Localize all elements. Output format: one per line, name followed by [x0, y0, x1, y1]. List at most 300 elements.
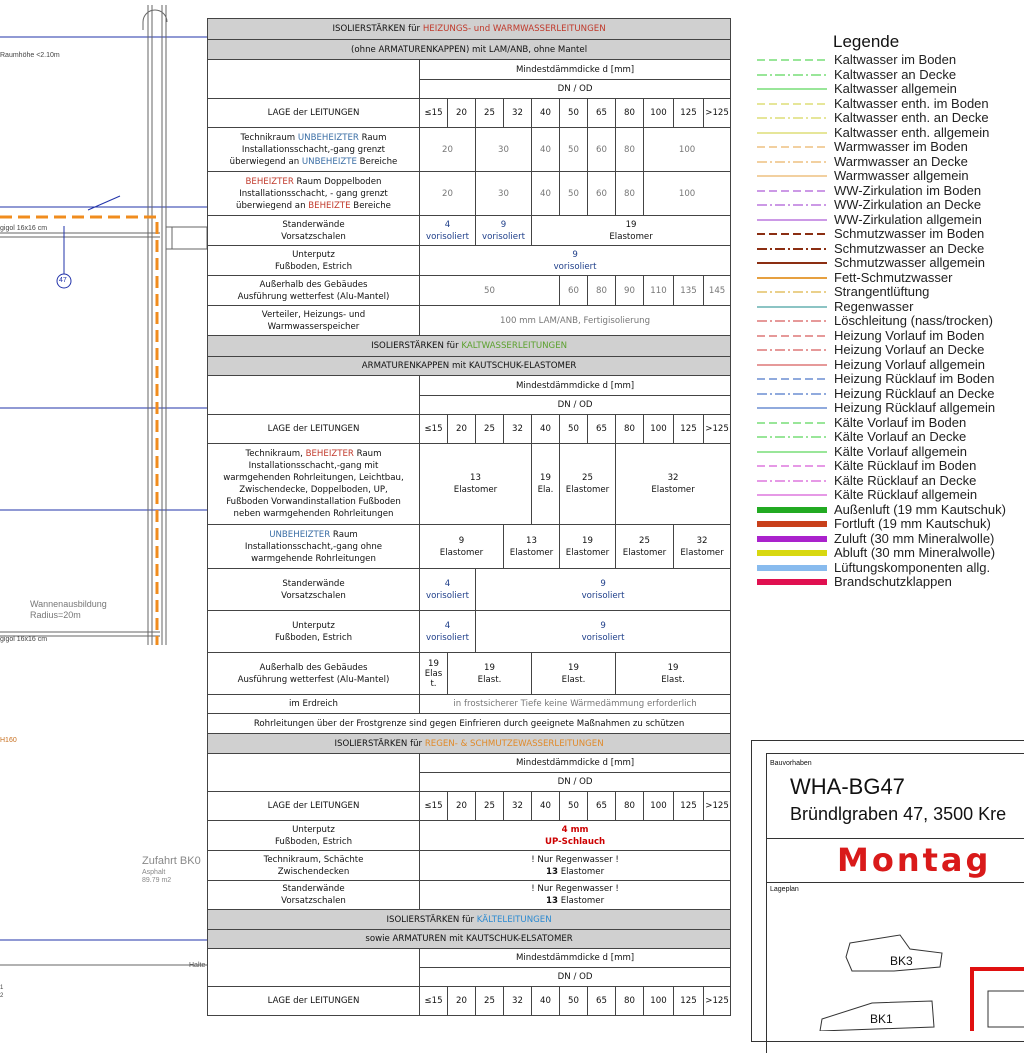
- value-num: 4: [444, 578, 451, 589]
- value-text: vorisoliert: [581, 632, 625, 643]
- kalt-dn-cell: 25: [476, 415, 504, 444]
- value-num: 13: [526, 535, 537, 546]
- heiz-dn-cell: 50: [560, 99, 588, 128]
- legend-item: [757, 53, 1024, 68]
- legend-item: [757, 140, 1024, 155]
- legend-item: [757, 97, 1024, 112]
- legend-item-label: Heizung Vorlauf im Boden: [834, 327, 985, 343]
- kaelte-dn-cell: 50: [560, 987, 588, 1016]
- value-text: vorisoliert: [482, 231, 525, 242]
- kalt-dn-row: [208, 415, 731, 444]
- legend: [757, 32, 1024, 590]
- heiz-dn-label: DN / OD: [420, 80, 731, 99]
- kalt-row-unbeheizt: [208, 525, 731, 569]
- value-cell: 20: [420, 172, 476, 216]
- value-cell: 110: [644, 276, 674, 306]
- insulation-tables: [207, 18, 730, 1016]
- label-highlight: UNBEHEIZTE: [301, 156, 357, 167]
- heiz-dn-cell: 125: [674, 99, 704, 128]
- value-text: Elastomer: [509, 547, 554, 558]
- value-cell: 60: [588, 128, 616, 172]
- value-num: 4: [444, 219, 451, 230]
- legend-line-sample: [757, 287, 827, 297]
- value-text: Elast.: [561, 674, 586, 685]
- legend-item-label: Kälte Vorlauf allgemein: [834, 443, 967, 459]
- value-cell: 30: [476, 128, 532, 172]
- value-cell: 80: [588, 276, 616, 306]
- legend-item-label: WW-Zirkulation im Boden: [834, 182, 982, 198]
- value-text: Elastomer: [439, 547, 484, 558]
- label-part: Ausführung wetterfest (Alu-Mantel): [237, 291, 390, 302]
- regen-dn-cell: 20: [448, 792, 476, 821]
- legend-item-label: Löschleitung (nass/trocken): [834, 313, 993, 329]
- kaelte-title-row: [208, 910, 731, 930]
- value-text: Elastomer: [453, 485, 498, 495]
- legend-item: [757, 300, 1024, 315]
- legend-item: [757, 271, 1024, 286]
- legend-line-sample: [757, 70, 827, 80]
- heiz-dn-cell: 40: [532, 99, 560, 128]
- legend-line-sample: [757, 534, 827, 544]
- legend-line-sample: [757, 505, 827, 515]
- plan-label-halte: Halte: [189, 962, 206, 969]
- legend-item: [757, 343, 1024, 358]
- value-cell: 135: [674, 276, 704, 306]
- legend-item-label: Kaltwasser im Boden: [834, 52, 957, 68]
- label-part: Raum Doppelboden: [293, 176, 382, 187]
- legend-line-sample: [757, 99, 827, 109]
- label-part: Standerwände: [282, 578, 345, 589]
- legend-item-label: WW-Zirkulation allgemein: [834, 211, 982, 227]
- value-cell: 145: [704, 276, 731, 306]
- label-part: Fußboden, Estrich: [274, 632, 353, 643]
- kaelte-dn-cell: 80: [616, 987, 644, 1016]
- regen-dn-row: [208, 792, 731, 821]
- site-label-bk3: BK3: [890, 954, 913, 968]
- legend-item-label: Zuluft (30 mm Mineralwolle): [834, 530, 995, 546]
- label-part: Technikraum: [240, 132, 298, 143]
- value-num: 19: [625, 219, 637, 230]
- legend-line-sample: [757, 432, 827, 442]
- label-part: Installationsschacht, - gang grenzt: [239, 188, 388, 199]
- kaelte-title-highlight: KÄLTELEITUNGEN: [476, 914, 552, 925]
- legend-line-sample: [757, 345, 827, 355]
- label-part: Zwischendecken: [277, 866, 350, 877]
- legend-line-sample: [757, 128, 827, 138]
- heiz-dn-cell: 100: [644, 99, 674, 128]
- label-part: im Erdreich: [208, 695, 420, 714]
- legend-item: [757, 68, 1024, 83]
- plan-label-small-1: 1: [0, 985, 4, 991]
- label-part: Standerwände: [282, 219, 345, 230]
- value-text: Elast.: [477, 674, 502, 685]
- value-text: Elastomer: [557, 866, 605, 877]
- legend-line-sample: [757, 113, 827, 123]
- legend-item: [757, 227, 1024, 242]
- legend-item-label: Heizung Rücklauf allgemein: [834, 400, 996, 416]
- kalt-dn-cell: 80: [616, 415, 644, 444]
- legend-line-sample: [757, 548, 827, 558]
- value-text: Elastomer: [565, 547, 610, 558]
- value-text: vorisoliert: [426, 590, 469, 601]
- heiz-title-highlight: HEIZUNGS- und WARMWASSERLEITUNGEN: [422, 24, 606, 34]
- legend-item-label: Kaltwasser enth. an Decke: [834, 110, 989, 126]
- value-num: 25: [582, 473, 593, 483]
- regen-dn-cell: ≤15: [420, 792, 448, 821]
- value-num: 13: [546, 896, 558, 906]
- regen-dn-cell: >125: [704, 792, 731, 821]
- legend-item: [757, 242, 1024, 257]
- legend-line-sample: [757, 563, 827, 573]
- label-part: Ausführung wetterfest (Alu-Mantel): [237, 674, 390, 685]
- legend-item-label: Außenluft (19 mm Kautschuk): [834, 501, 1006, 517]
- label-part: Unterputz: [292, 620, 335, 631]
- label-highlight: BEHEIZTE: [308, 200, 351, 211]
- value-text: vorisoliert: [581, 590, 625, 601]
- label-part: Installationsschacht,-gang ohne: [244, 541, 383, 552]
- plan-marker-47: 47: [59, 277, 67, 284]
- kalt-dn-cell: 100: [644, 415, 674, 444]
- value-num: 9: [500, 219, 507, 230]
- value-cell: 100 mm LAM/ANB, Fertigisolierung: [420, 306, 731, 336]
- value-num: 13: [470, 473, 481, 483]
- legend-item: [757, 285, 1024, 300]
- legend-line-sample: [757, 447, 827, 457]
- kalt-row-standerwaende: [208, 569, 731, 611]
- heiz-row-ausserhalb: [208, 276, 731, 306]
- kalt-dn-cell: >125: [704, 415, 731, 444]
- regen-dn-cell: 25: [476, 792, 504, 821]
- legend-line-sample: [757, 316, 827, 326]
- kalt-title-row: [208, 336, 731, 357]
- legend-line-sample: [757, 490, 827, 500]
- label-part: Standerwände: [282, 884, 345, 894]
- value-num: 19: [582, 535, 593, 546]
- regen-mind-label: Mindestdämmdicke d [mm]: [420, 754, 731, 773]
- value-num: 19: [568, 662, 579, 673]
- regen-row-technikraum: [208, 851, 731, 881]
- legend-item-label: Kälte Vorlauf im Boden: [834, 414, 967, 430]
- heiz-row-standerwaende: [208, 216, 731, 246]
- legend-item-label: Kaltwasser enth. allgemein: [834, 124, 990, 140]
- kaelte-dn-label: DN / OD: [420, 968, 731, 987]
- legend-item-label: Fett-Schmutzwasser: [834, 269, 953, 285]
- label-part: überwiegend an: [236, 200, 309, 211]
- legend-line-sample: [757, 418, 827, 428]
- legend-item: [757, 372, 1024, 387]
- plan-label-code: H160: [0, 737, 17, 744]
- label-part: Raum: [358, 132, 387, 143]
- kaelte-dn-cell: 32: [504, 987, 532, 1016]
- lageplan-label: Lageplan: [770, 886, 799, 893]
- regen-title-row: [208, 734, 731, 754]
- legend-item: [757, 358, 1024, 373]
- kaelte-dn-cell: 125: [674, 987, 704, 1016]
- legend-item-label: Kälte Rücklauf im Boden: [834, 458, 977, 474]
- label-part: Fußboden, Estrich: [274, 836, 353, 847]
- value-num: 9: [600, 620, 606, 631]
- heiz-row-unterputz: [208, 246, 731, 276]
- legend-item: [757, 111, 1024, 126]
- heiz-mind-label: Mindestdämmdicke d [mm]: [420, 60, 731, 80]
- label-part: Warmwasserspeicher: [267, 321, 360, 332]
- legend-item-label: Schmutzwasser an Decke: [834, 240, 985, 256]
- value-text: vorisoliert: [553, 261, 597, 272]
- legend-item: [757, 575, 1024, 590]
- value-cell: 50: [560, 128, 588, 172]
- legend-item: [757, 546, 1024, 561]
- plan-label-gigol-top: gigol 16x16 cm: [0, 225, 48, 232]
- plan-label-zufahrt: Zufahrt BK0: [142, 855, 201, 867]
- legend-item: [757, 329, 1024, 344]
- title-block: [751, 740, 1024, 1042]
- legend-item-label: Brandschutzklappen: [834, 574, 952, 590]
- label-highlight: UNBEHEIZTER: [297, 132, 359, 143]
- regen-dn-cell: 125: [674, 792, 704, 821]
- kalt-dn-cell: 32: [504, 415, 532, 444]
- regen-dn-cell: 50: [560, 792, 588, 821]
- plan-label-raumhoehe: Raumhöhe <2.10m: [0, 52, 60, 59]
- value-cell: 50: [420, 276, 560, 306]
- legend-item: [757, 445, 1024, 460]
- legend-line-sample: [757, 55, 827, 65]
- legend-item: [757, 517, 1024, 532]
- kalt-row-beheizt: [208, 444, 731, 525]
- legend-item: [757, 198, 1024, 213]
- legend-item-label: Warmwasser an Decke: [834, 153, 968, 169]
- kaelte-dn-cell: >125: [704, 987, 731, 1016]
- value-cell: 40: [532, 172, 560, 216]
- kalt-subtitle: ARMATURENKAPPEN mit KAUTSCHUK-ELASTOMER: [208, 357, 731, 376]
- value-num: 19: [540, 473, 551, 483]
- legend-item: [757, 430, 1024, 445]
- legend-item: [757, 503, 1024, 518]
- regen-dn-cell: 32: [504, 792, 532, 821]
- legend-line-sample: [757, 360, 827, 370]
- kaelte-lage-label: LAGE der LEITUNGEN: [208, 987, 420, 1016]
- label-part: Fußboden Vorwandinstallation Fußboden: [226, 497, 401, 507]
- heiz-row-unbeheizt: [208, 128, 731, 172]
- kalt-title-prefix: ISOLIERSTÄRKEN für: [371, 341, 462, 351]
- value-num: 13: [546, 866, 558, 877]
- label-part: Technikraum,: [245, 449, 306, 459]
- legend-item-label: Lüftungskomponenten allg.: [834, 559, 991, 575]
- kaelte-dn-cell: ≤15: [420, 987, 448, 1016]
- project-name: WHA-BG47: [790, 774, 905, 799]
- label-part: Bereiche: [356, 156, 398, 167]
- value-text: vorisoliert: [426, 231, 469, 242]
- legend-item: [757, 488, 1024, 503]
- value-cell: 50: [560, 172, 588, 216]
- legend-item: [757, 532, 1024, 547]
- value-cell: 20: [420, 128, 476, 172]
- heiz-row-beheizt: [208, 172, 731, 216]
- label-part: warmgehenden Rohrleitungen, Leichtbau,: [223, 473, 404, 483]
- legend-line-sample: [757, 519, 827, 529]
- legend-item-label: Kaltwasser allgemein: [834, 81, 957, 97]
- kaelte-mind-label: Mindestdämmdicke d [mm]: [420, 949, 731, 968]
- heiz-dn-cell: >125: [704, 99, 731, 128]
- value-cell: 40: [532, 128, 560, 172]
- label-part: überwiegend an: [229, 156, 302, 167]
- value-text: vorisoliert: [426, 632, 469, 643]
- heiz-title-prefix: ISOLIERSTÄRKEN für: [332, 24, 423, 34]
- plan-label-small-2: 2: [0, 993, 4, 999]
- heiz-dn-cell: ≤15: [420, 99, 448, 128]
- heiz-dn-row: [208, 99, 731, 128]
- legend-item-label: Heizung Vorlauf an Decke: [834, 342, 985, 358]
- value-text: Elas: [424, 668, 443, 679]
- legend-item: [757, 256, 1024, 271]
- legend-item: [757, 416, 1024, 431]
- value-num: 19: [428, 658, 439, 669]
- value-text: UP-Schlauch: [544, 836, 606, 847]
- value-text: Elastomer: [557, 896, 605, 906]
- value-text: Elast.: [661, 674, 685, 685]
- label-part: Installationsschacht,-gang grenzt: [241, 144, 386, 155]
- legend-list: [757, 53, 1024, 590]
- regen-dn-cell: 40: [532, 792, 560, 821]
- label-part: Installationsschacht,-gang mit: [248, 461, 379, 471]
- kalt-row-erdreich: [208, 695, 731, 714]
- plan-label-gigol-bottom: gigol 16x16 cm: [0, 636, 48, 643]
- legend-line-sample: [757, 577, 827, 587]
- value-cell: 100: [644, 128, 731, 172]
- label-part: Vorsatzschalen: [281, 896, 346, 906]
- value-cell: 100: [644, 172, 731, 216]
- label-part: Unterputz: [292, 824, 335, 835]
- legend-item: [757, 184, 1024, 199]
- legend-item: [757, 401, 1024, 416]
- legend-line-sample: [757, 84, 827, 94]
- legend-item-label: Heizung Vorlauf allgemein: [834, 356, 986, 372]
- value-num: 4 mm: [561, 824, 589, 835]
- plan-label-wanne-1: Wannenausbildung: [30, 599, 107, 609]
- legend-item-label: WW-Zirkulation an Decke: [834, 197, 982, 213]
- heiz-lage-label: LAGE der LEITUNGEN: [208, 99, 420, 128]
- legend-line-sample: [757, 229, 827, 239]
- regen-title-prefix: ISOLIERSTÄRKEN für: [334, 738, 425, 749]
- heiz-title-row: [208, 19, 731, 40]
- legend-line-sample: [757, 200, 827, 210]
- legend-item-label: Strangentlüftung: [834, 284, 930, 300]
- legend-line-sample: [757, 331, 827, 341]
- legend-item-label: Warmwasser im Boden: [834, 139, 968, 155]
- legend-line-sample: [757, 374, 827, 384]
- label-part: Vorsatzschalen: [281, 231, 346, 242]
- kaelte-subtitle: sowie ARMATUREN mit KAUTSCHUK-ELSATOMER: [208, 930, 731, 949]
- value-text: Elastomer: [622, 547, 667, 558]
- kaelte-title-prefix: ISOLIERSTÄRKEN für: [386, 914, 477, 925]
- label-part: Raum: [353, 449, 382, 459]
- value-cell: 80: [616, 128, 644, 172]
- value-text: Elastomer: [680, 547, 724, 558]
- heiz-dn-cell: 80: [616, 99, 644, 128]
- kaelte-dn-cell: 65: [588, 987, 616, 1016]
- heiz-dn-cell: 32: [504, 99, 532, 128]
- value-cell: 30: [476, 172, 532, 216]
- label-part: Vorsatzschalen: [281, 590, 346, 601]
- legend-item-label: Heizung Rücklauf im Boden: [834, 371, 995, 387]
- regen-dn-cell: 80: [616, 792, 644, 821]
- legend-item-label: Abluft (30 mm Mineralwolle): [834, 545, 996, 561]
- value-cell: in frostsicherer Tiefe keine Wärmedämmung erforderlich: [420, 695, 731, 714]
- legend-title: Legende: [833, 32, 900, 51]
- legend-line-sample: [757, 157, 827, 167]
- legend-item-label: Warmwasser allgemein: [834, 168, 969, 184]
- label-part: Außerhalb des Gebäudes: [259, 662, 368, 673]
- heiz-subtitle: (ohne ARMATURENKAPPEN) mit LAM/ANB, ohne Mantel: [208, 40, 731, 60]
- label-part: Unterputz: [292, 249, 335, 260]
- legend-item: [757, 155, 1024, 170]
- legend-item-label: Kälte Vorlauf an Decke: [834, 429, 967, 445]
- kalt-dn-cell: 125: [674, 415, 704, 444]
- legend-item: [757, 82, 1024, 97]
- bauvorhaben-label: Bauvorhaben: [770, 760, 812, 767]
- plan-label-asphalt: Asphalt: [142, 869, 166, 876]
- legend-item-label: Regenwasser: [834, 298, 914, 314]
- legend-item-label: Kaltwasser enth. im Boden: [834, 95, 989, 111]
- legend-line-sample: [757, 258, 827, 268]
- legend-item: [757, 314, 1024, 329]
- value-num: 9: [600, 578, 606, 589]
- legend-item: [757, 474, 1024, 489]
- label-part: Verteiler, Heizungs- und: [261, 309, 366, 320]
- heiz-row-verteiler: [208, 306, 731, 336]
- label-part: Bereiche: [350, 200, 391, 211]
- legend-item: [757, 213, 1024, 228]
- heiz-dn-cell: 20: [448, 99, 476, 128]
- legend-item: [757, 126, 1024, 141]
- label-highlight: UNBEHEIZTER: [269, 529, 331, 540]
- value-num: 32: [667, 473, 679, 483]
- value-num: 32: [696, 535, 708, 546]
- value-num: 9: [458, 535, 465, 546]
- heiz-dn-cell: 25: [476, 99, 504, 128]
- label-part: Fußboden, Estrich: [274, 261, 353, 272]
- legend-item-label: Fortluft (19 mm Kautschuk): [834, 516, 991, 532]
- label-highlight: BEHEIZTER: [305, 449, 354, 459]
- kaelte-dn-row: [208, 987, 731, 1016]
- label-part: Außerhalb des Gebäudes: [259, 279, 368, 290]
- value-num: 4: [444, 620, 451, 631]
- value-text: Elastomer: [651, 485, 695, 495]
- legend-item-label: Heizung Rücklauf an Decke: [834, 385, 995, 401]
- project-address: Bründlgraben 47, 3500 Kre: [790, 804, 1007, 824]
- value-text: Ela.: [537, 485, 554, 495]
- legend-line-sample: [757, 142, 827, 152]
- value-num: 19: [484, 662, 495, 673]
- kalt-title-highlight: KALTWASSERLEITUNGEN: [461, 341, 568, 351]
- value-text: t.: [430, 678, 437, 689]
- value-cell: 60: [588, 172, 616, 216]
- regen-dn-cell: 100: [644, 792, 674, 821]
- kalt-lage-label: LAGE der LEITUNGEN: [208, 415, 420, 444]
- legend-line-sample: [757, 244, 827, 254]
- kalt-dn-cell: ≤15: [420, 415, 448, 444]
- legend-line-sample: [757, 461, 827, 471]
- legend-item: [757, 387, 1024, 402]
- stamp-text: Montag: [837, 841, 992, 879]
- regen-dn-label: DN / OD: [420, 773, 731, 792]
- legend-line-sample: [757, 273, 827, 283]
- kalt-note: Rohrleitungen über der Frostgrenze sind gegen Einfrieren durch geeignete Maßnahmen zu schützen: [208, 714, 731, 734]
- regen-title-highlight: REGEN- & SCHMUTZEWASSERLEITUNGEN: [424, 738, 604, 749]
- label-part: warmgehende Rohrleitungen: [251, 553, 376, 564]
- kalt-dn-label: DN / OD: [420, 396, 731, 415]
- site-plan-sketch: [812, 931, 1024, 1031]
- legend-item-label: Kälte Rücklauf an Decke: [834, 472, 977, 488]
